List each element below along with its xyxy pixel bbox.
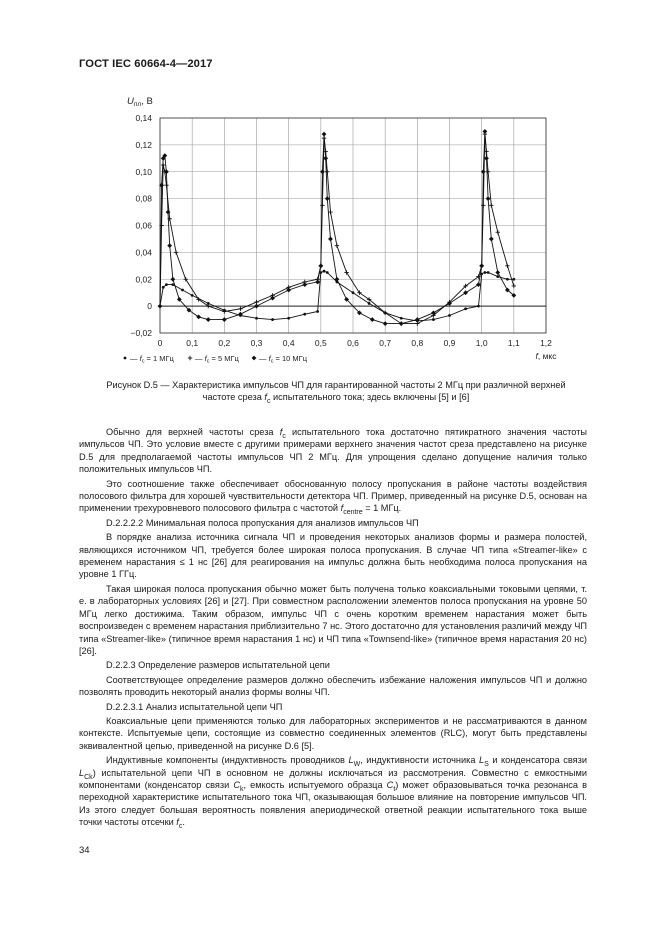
paragraph-6: Коаксиальные цепи применяются только для лабораторных экспериментов и не рассматриваются в данном контексте. Испытуемые цепи, состоящие из совместно соединенных элементов (RLC), могут быть представлены эквивалентной цепью, приведенной на рисунке D.6 [5]. (79, 715, 587, 751)
data-point (222, 317, 227, 322)
data-point (166, 210, 171, 215)
x-tick-label: 0,7 (379, 338, 392, 348)
data-point (512, 278, 515, 281)
data-point (254, 300, 258, 304)
y-tick-label: 0,06 (135, 220, 152, 231)
data-point (191, 294, 194, 297)
data-point (432, 318, 435, 321)
x-axis-label: f, мкс (535, 351, 557, 361)
data-point (483, 271, 486, 274)
section-heading-d2231: D.2.2.3.1 Анализ испытательной цепи ЧП (106, 701, 283, 712)
data-point (489, 237, 494, 242)
data-point (464, 307, 467, 310)
series-2 (158, 132, 516, 326)
caption-line-2: частоте среза $f_c$ испытательного тока; здесь включены [5] и [6] (202, 392, 470, 406)
data-point (352, 291, 355, 294)
data-point (318, 263, 323, 268)
x-tick-label: 1,2 (540, 338, 552, 348)
data-point (506, 278, 509, 281)
x-tick-label: 1,0 (475, 338, 488, 348)
legend-entry-3 (252, 354, 308, 365)
x-tick-label: 0,6 (347, 338, 359, 348)
data-point (271, 318, 274, 321)
data-point (489, 203, 493, 207)
data-point (496, 230, 500, 234)
data-point (370, 317, 375, 322)
data-point (287, 317, 290, 320)
data-point (335, 243, 339, 247)
x-tick-label: 0,8 (411, 338, 424, 348)
page-number: 34 (79, 845, 90, 856)
data-point (328, 210, 332, 214)
data-point (477, 305, 480, 308)
data-point (400, 317, 403, 320)
y-tick-label: 0,08 (135, 193, 152, 204)
data-point (448, 314, 451, 317)
data-point (174, 250, 178, 254)
chart-labels (127, 96, 557, 361)
x-tick-label: 0 (157, 338, 163, 348)
chart-legend (124, 354, 308, 365)
x-tick-label: 0,2 (218, 338, 231, 348)
data-point (162, 286, 165, 289)
paragraph-1: Обычно для верхней частоты среза $f_c$ испытательного тока достаточно пятикратного значения частоты импульсов ЧП. Это условие вместе с другими примерами верхнего значения частот среза представлено на рисунке D.5 для предполагаемой частоты импульсов ЧП 2 МГц. Для упрощения сделано допущение наличия только положительных импульсов ЧП. (79, 427, 588, 475)
legend-label: — $f_c = 10$ МГц (259, 354, 308, 365)
y-tick-label: −0,02 (130, 328, 152, 338)
data-point (170, 277, 175, 282)
figure-caption (86, 379, 586, 409)
figure-d5-chart (0, 0, 661, 380)
series-line (160, 131, 514, 323)
body-text (79, 426, 587, 831)
data-point (158, 304, 163, 309)
caption-line-1: Рисунок D.5 — Характеристика импульсов ЧП для гарантированной частоты 2 МГц при различной верхней (106, 380, 566, 390)
x-tick-label: 0,5 (314, 338, 327, 348)
chart-series (158, 129, 517, 326)
y-axis-label: $U_{пл}$, В (127, 96, 153, 108)
section-heading-d223: D.2.2.3 Определение размеров испытательной цепи (106, 660, 330, 671)
paragraph-5: Соответствующее определение размеров должно обеспечить избежание наложения импульсов ЧП и должно позволять проводить некоторый анализ формы волны ЧП. (79, 674, 587, 698)
data-point (316, 310, 319, 313)
legend-marker (124, 357, 127, 360)
section-heading-d2222: D.2.2.2.2 Минимальная полоса пропускания для анализов импульсов ЧП (106, 517, 419, 528)
y-tick-label: 0,04 (135, 247, 152, 258)
data-point (482, 129, 487, 134)
paragraph-7: Индуктивные компоненты (индуктивность проводников $L_W$, индуктивности источника $L_S$ и конденсатора связи $L_{Ck}$) испытательной цепи ЧП в основном не должны исключаться из рассмотрения. Совместно с емкостными компонентами (конденсатор связи $C_k$, емкость испытуемого образца $C_t$) может образовываться точка резонанса в переходной характеристике испытательного тока ЧП, оказывающая большое влияние на повторение импульсов ЧП. Из этого следует большая вероятность появления апериодической ответной реакции испытательного тока выше точки частоты отсечки $f_c$. (79, 755, 588, 831)
data-point (303, 313, 306, 316)
data-point (254, 304, 259, 309)
y-tick-label: 0 (147, 301, 152, 312)
legend-marker (252, 356, 257, 361)
series-line (160, 134, 514, 324)
data-point (184, 277, 188, 281)
paragraph-3: В порядке анализа источника сигнала ЧП и проведения некоторых анализов формы и размера полостей, являющихся источником ЧП, требуется более широкая полоса пропускания. В случае ЧП типа «Streamer-like» с временем нарастания ≤ 1 нс [26] для реагирования на импульс должна быть необходима полоса пропускания на уровне 1 ГГц. (79, 532, 587, 580)
data-point (479, 263, 484, 268)
data-point (512, 284, 516, 288)
y-tick-label: 0,14 (135, 113, 152, 123)
x-tick-label: 1,1 (507, 338, 520, 348)
data-point (328, 237, 333, 242)
y-tick-label: 0,02 (135, 274, 152, 285)
data-point (415, 321, 419, 325)
document-header: ГОСТ IEC 60664-4—2017 (79, 58, 213, 70)
data-point (165, 283, 168, 286)
data-point (238, 307, 242, 311)
x-tick-label: 0,1 (186, 338, 199, 348)
data-point (505, 264, 509, 268)
legend-label: — $f_c = 1$ МГц (130, 354, 174, 365)
y-tick-label: 0,10 (135, 166, 152, 177)
data-point (315, 280, 320, 285)
x-tick-label: 0,3 (250, 338, 263, 348)
data-point (322, 132, 327, 137)
legend-entry-1 (124, 354, 175, 365)
data-point (181, 289, 184, 292)
paragraph-4: Такая широкая полоса пропускания обычно может быть получена только коаксиальными токовыми цепями, т. е. в лабораторных условиях [26] и [27]. При совместном расположении элементов полоса пропускания на уровне 50 МГц легко достижима. Таким образом, импульс ЧП с очень коротким временем нарастания может быть воспроизведен с временем нарастания приблизительно 7 нс. Этого достаточно для установления различий между ЧП типа «Streamer-like» (типичное время нарастания 1 нс) и ЧП типа «Townsend-like» (типичное время нарастания 20 нс) [26]. (79, 583, 587, 656)
legend-entry-2 (188, 354, 240, 365)
data-point (383, 321, 388, 326)
data-point (486, 196, 491, 201)
x-tick-label: 0,4 (282, 338, 295, 348)
data-point (487, 271, 490, 274)
chart-grid (160, 118, 546, 333)
paragraph-2: Это соотношение также обеспечивает обоснованную полосу пропускания в районе частоты воздействия полосового фильтра для хорошей чувствительности детектора ЧП. Пример, приведенный на рисунке D.5, основан на применении трехуровневого полосового фильтра с частотой $f_{centre} = 1$ МГц. (79, 478, 587, 517)
data-point (415, 317, 420, 322)
data-point (496, 275, 499, 278)
data-point (255, 317, 258, 320)
data-point (323, 270, 326, 273)
data-point (495, 270, 500, 275)
data-point (335, 277, 340, 282)
data-point (206, 317, 211, 322)
data-point (167, 243, 172, 248)
data-point (368, 302, 371, 305)
legend-marker (188, 356, 192, 360)
y-tick-label: 0,12 (135, 139, 152, 150)
series-3 (158, 129, 517, 326)
x-tick-label: 0,9 (443, 338, 456, 348)
data-point (326, 271, 329, 274)
legend-label: — $f_c = 5$ МГц (195, 354, 239, 365)
